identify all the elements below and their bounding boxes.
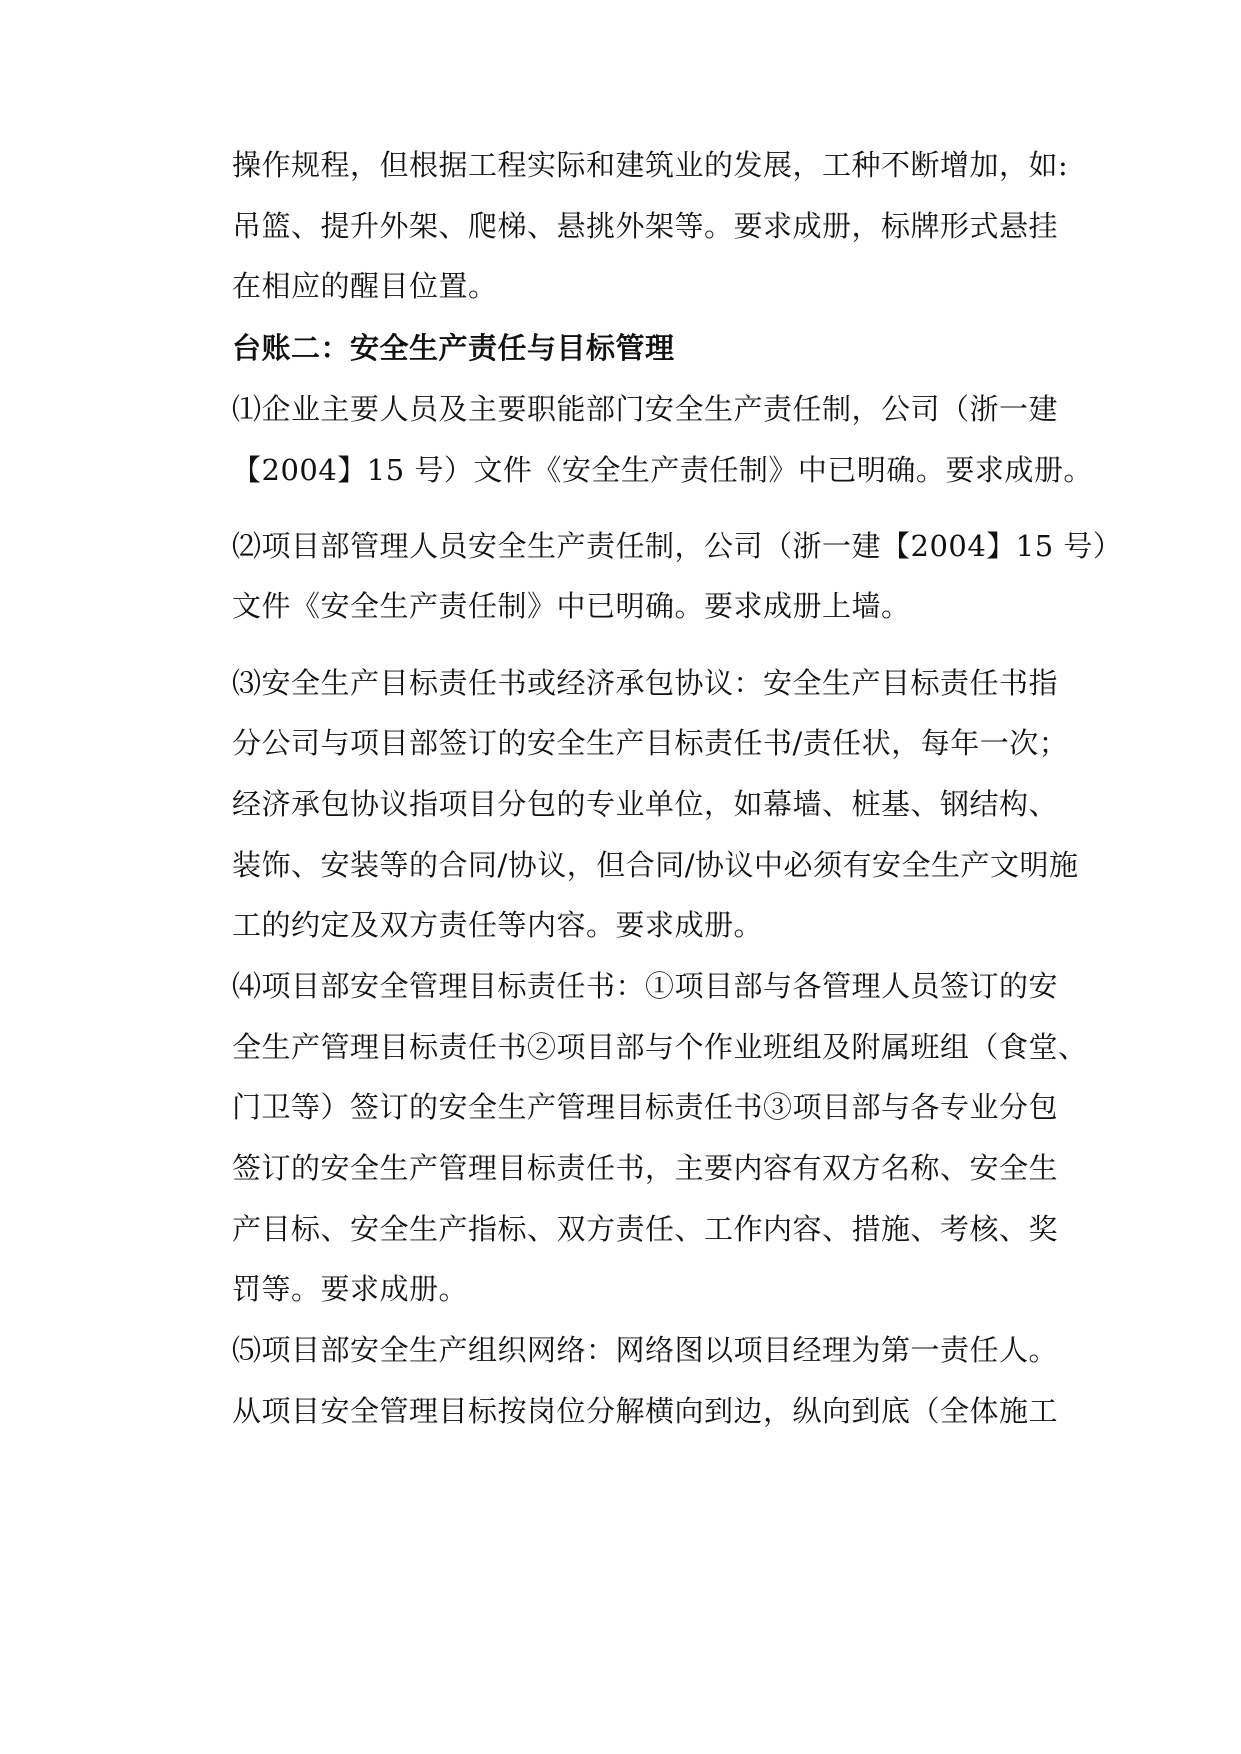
item-4-line: 全生产管理目标责任书②项目部与个作业班组及附属班组（食堂、: [232, 1030, 1088, 1064]
item-3-line: ⑶安全生产目标责任书或经济承包协议：安全生产目标责任书指: [232, 666, 1059, 700]
item-5-line: ⑸项目部安全生产组织网络：网络图以项目经理为第一责任人。: [232, 1333, 1059, 1367]
item-4-line: ⑷项目部安全管理目标责任书：①项目部与各管理人员签订的安: [232, 969, 1059, 1003]
item-2-line: ⑵项目部管理人员安全生产责任制，公司（浙一建【2004】15 号）: [232, 529, 1123, 563]
intro-line: 在相应的醒目位置。: [232, 269, 498, 303]
item-3-line: 经济承包协议指项目分包的专业单位，如幕墙、桩基、钢结构、: [232, 787, 1059, 821]
item-1-line: ⑴企业主要人员及主要职能部门安全生产责任制，公司（浙一建: [232, 392, 1059, 426]
intro-line: 操作规程，但根据工程实际和建筑业的发展，工种不断增加，如:: [232, 148, 1069, 182]
item-4-line: 罚等。要求成册。: [232, 1272, 469, 1306]
item-2-line: 文件《安全生产责任制》中已明确。要求成册上墙。: [232, 589, 911, 623]
item-3-line: 分公司与项目部签订的安全生产目标责任书/责任状，每年一次；: [232, 726, 1069, 760]
item-5-line: 从项目安全管理目标按岗位分解横向到边，纵向到底（全体施工: [232, 1394, 1059, 1428]
item-4-line: 产目标、安全生产指标、双方责任、工作内容、措施、考核、奖: [232, 1212, 1059, 1246]
section-heading: 台账二：安全生产责任与目标管理: [232, 331, 675, 365]
intro-line: 吊篮、提升外架、爬梯、悬挑外架等。要求成册，标牌形式悬挂: [232, 209, 1059, 243]
item-1-line: 【2004】15 号）文件《安全生产责任制》中已明确。要求成册。: [232, 453, 1093, 487]
item-3-line: 工的约定及双方责任等内容。要求成册。: [232, 908, 764, 942]
item-3-line: 装饰、安装等的合同/协议，但合同/协议中必须有安全生产文明施: [232, 848, 1079, 882]
item-4-line: 门卫等）签订的安全生产管理目标责任书③项目部与各专业分包: [232, 1090, 1059, 1124]
item-4-line: 签订的安全生产管理目标责任书，主要内容有双方名称、安全生: [232, 1151, 1059, 1185]
